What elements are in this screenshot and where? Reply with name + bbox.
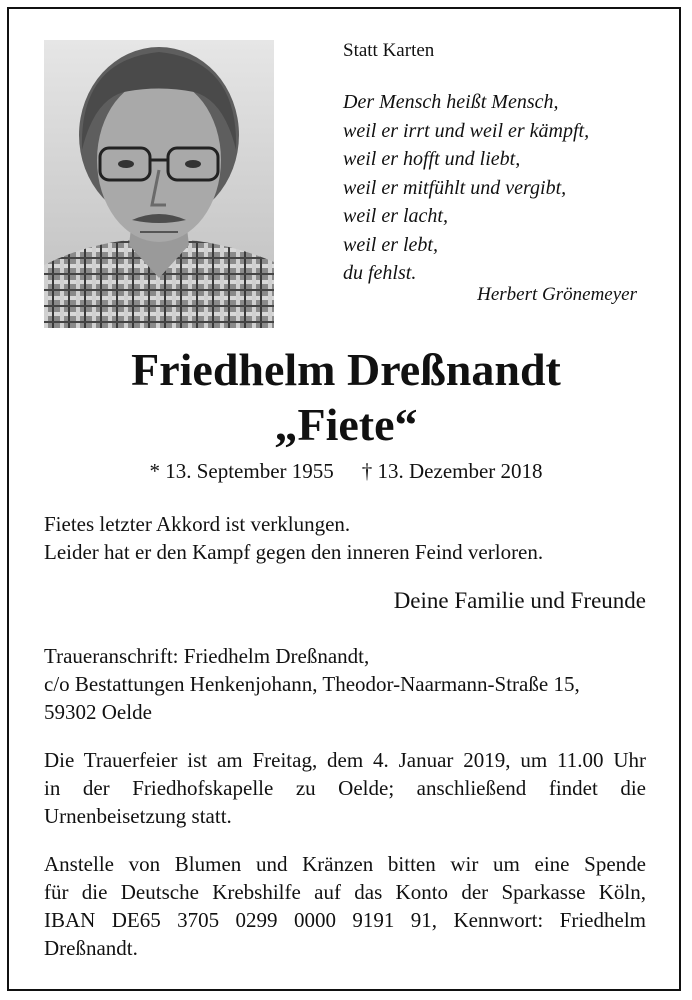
statt-karten-label: Statt Karten (343, 40, 435, 61)
death-date: † 13. Dezember 2018 (361, 459, 543, 483)
ceremony-line: Die Trauerfeier ist am Freitag, dem 4. Januar 2019, um 11.00 Uhr (44, 748, 646, 772)
ceremony-paragraph (44, 746, 646, 830)
donation-line: Dreßnandt. (44, 936, 138, 960)
life-dates (0, 459, 692, 484)
portrait-photo (44, 40, 274, 328)
poem-line: weil er mitfühlt und vergibt, (343, 176, 567, 199)
poem (343, 88, 589, 288)
message-paragraph (44, 510, 646, 566)
deceased-name: Friedhelm Dreßnandt (131, 344, 561, 395)
poem-line: weil er lebt, (343, 233, 438, 256)
address-line: c/o Bestattungen Henkenjohann, Theodor-Naarmann-Straße 15, (44, 672, 580, 696)
address-line: Traueranschrift: Friedhelm Dreßnandt, (44, 644, 370, 668)
message-line: Leider hat er den Kampf gegen den inneren Feind verloren. (44, 540, 544, 564)
donation-line: für die Deutsche Krebshilfe auf das Konto der Sparkasse Köln, (44, 880, 646, 904)
donation-paragraph (44, 850, 646, 962)
address-line: 59302 Oelde (44, 700, 152, 724)
ceremony-line: in der Friedhofskapelle zu Oelde; anschließend findet die (44, 776, 646, 800)
deceased-nickname: „Fiete“ (274, 399, 418, 450)
donation-line: Anstelle von Blumen und Kränzen bitten wir um eine Spende (44, 852, 646, 876)
poem-line: du fehlst. (343, 262, 417, 284)
donation-line: IBAN DE65 3705 0299 0000 9191 91, Kennwort: Friedhelm (44, 908, 646, 932)
address-paragraph (44, 642, 646, 726)
birth-date: * 13. September 1955 (149, 459, 334, 483)
poem-line: weil er irrt und weil er kämpft, (343, 119, 590, 142)
poem-line: weil er lacht, (343, 205, 448, 227)
poem-line: weil er hofft und liebt, (343, 148, 521, 170)
signature: Deine Familie und Freunde (393, 588, 646, 613)
poem-author: Herbert Grönemeyer (477, 284, 637, 305)
ceremony-line: Urnenbeisetzung statt. (44, 804, 232, 828)
poem-line: Der Mensch heißt Mensch, (343, 91, 559, 113)
message-line: Fietes letzter Akkord ist verklungen. (44, 512, 351, 536)
